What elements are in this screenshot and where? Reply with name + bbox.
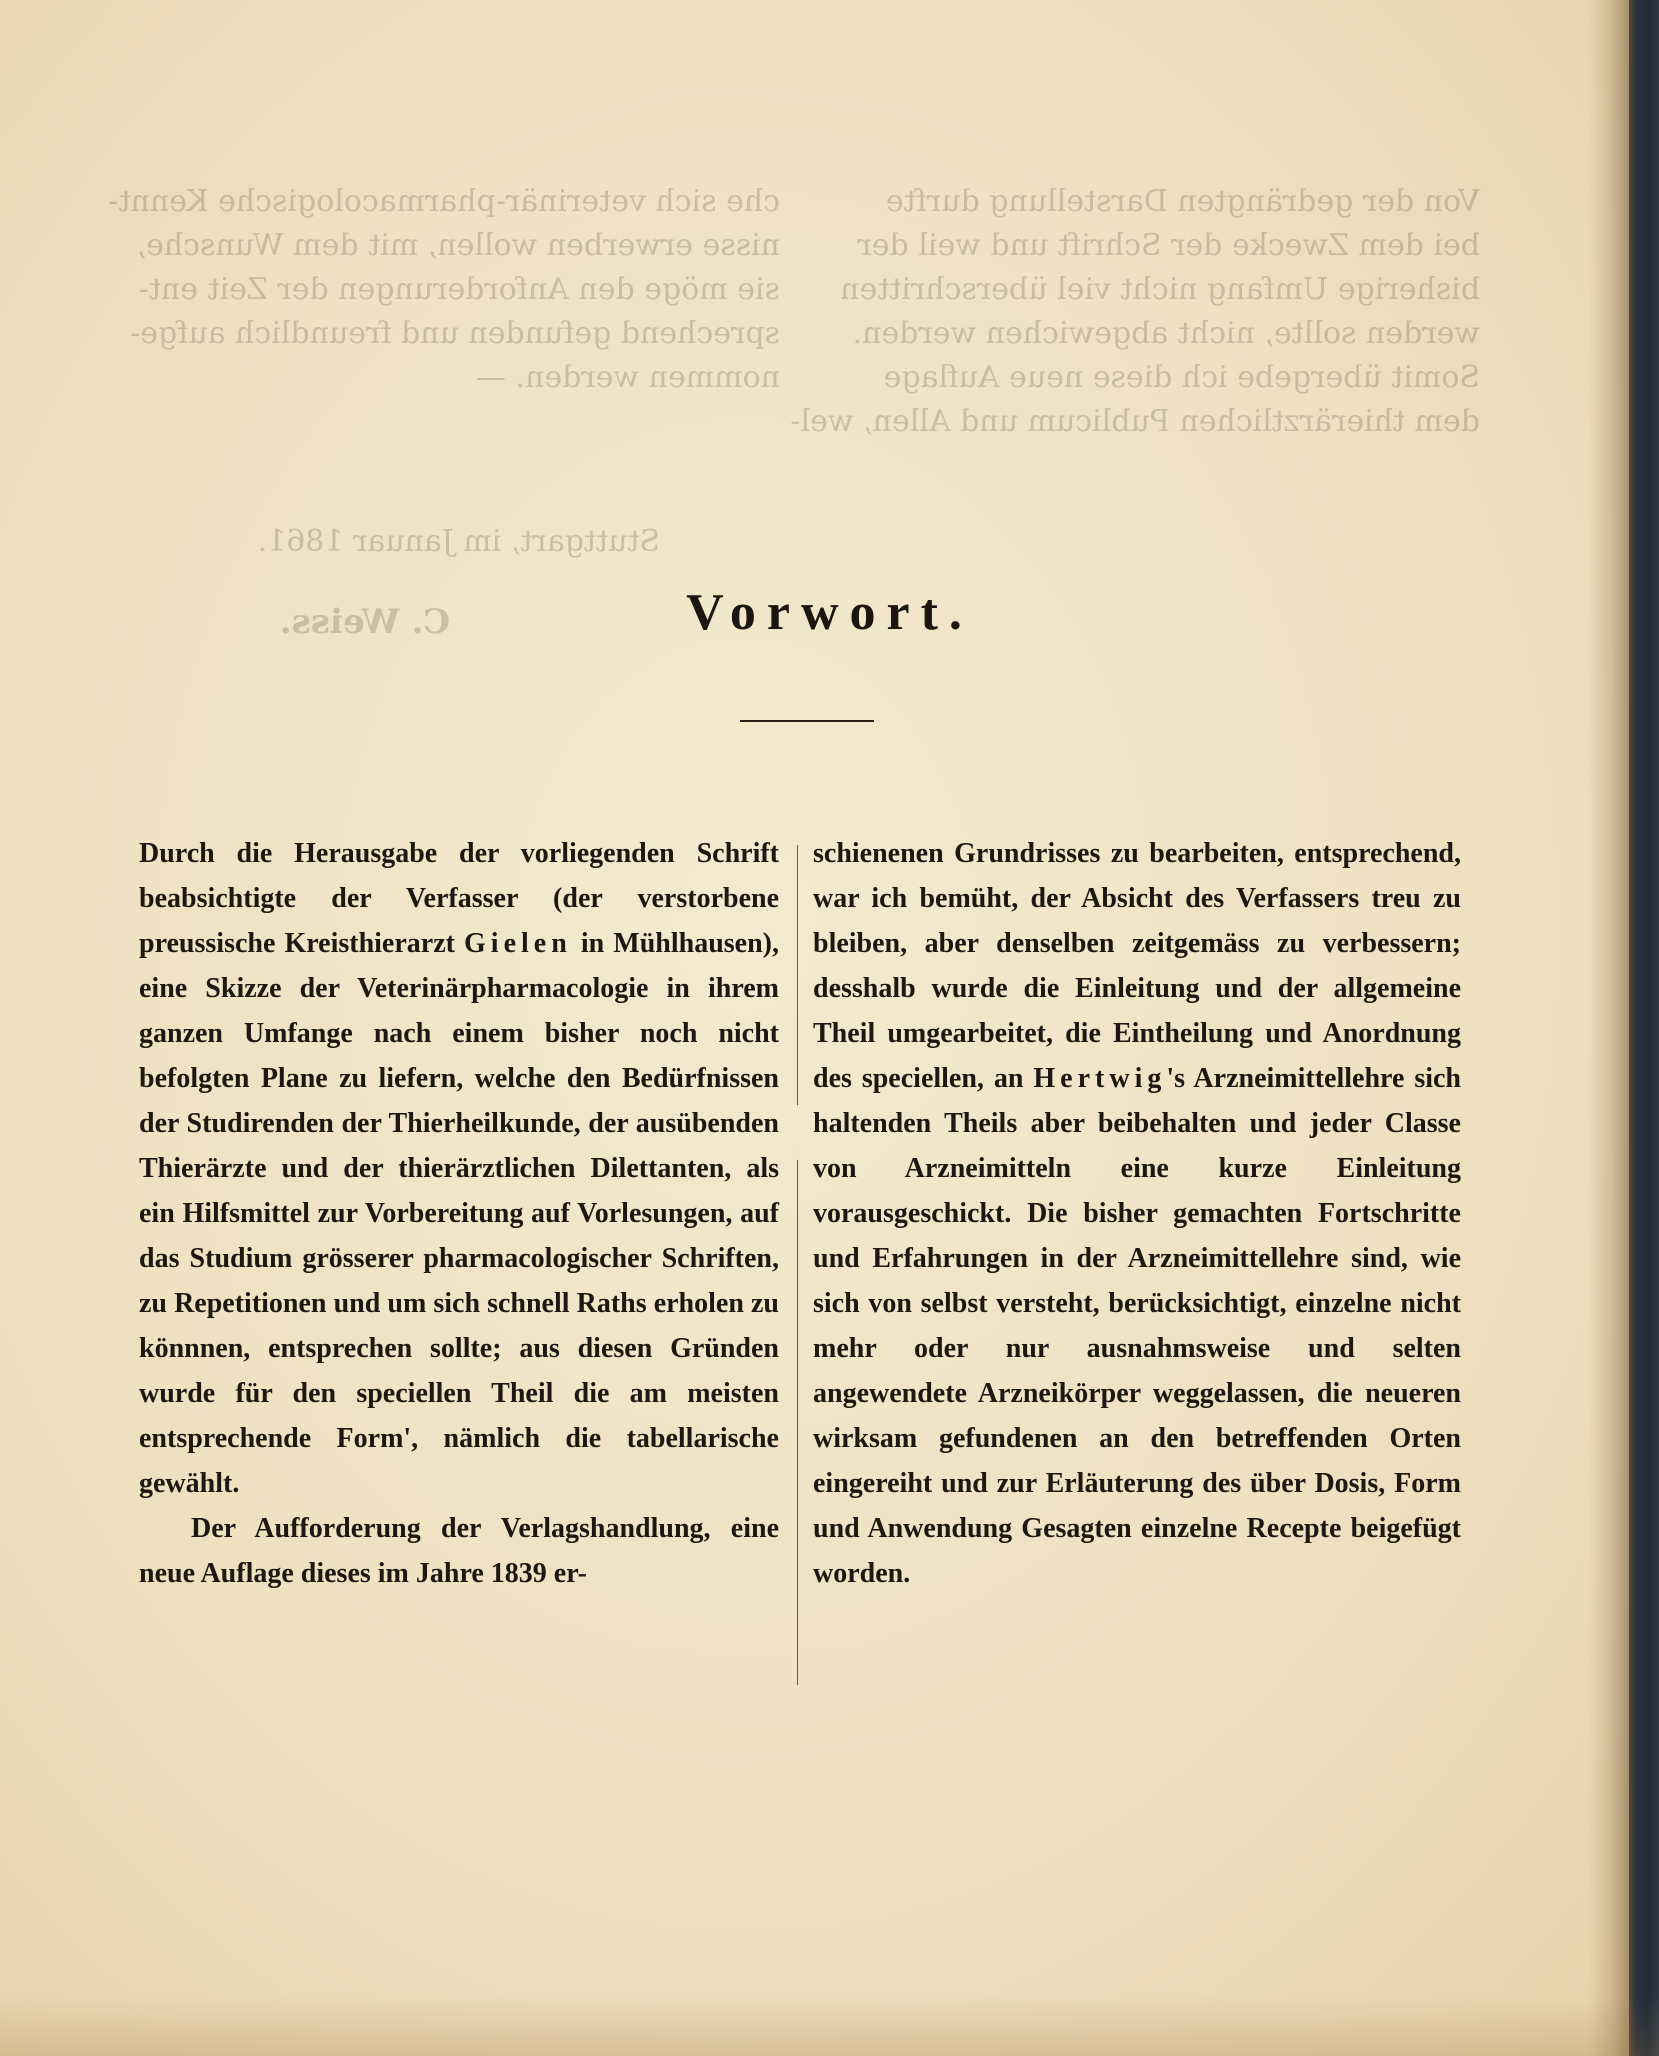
- right-column: [813, 831, 1461, 1596]
- paragraph-2: Der Aufforderung der Verlagshandlung, eine neue Auflage dieses im Jahre 1839 er-: [139, 1513, 779, 1589]
- page-edge-shadow: [1589, 0, 1629, 2056]
- bottom-edge-shadow: [0, 1996, 1659, 2056]
- book-binding: [1629, 0, 1659, 2056]
- page-title: Vorwort.: [686, 583, 973, 641]
- paragraph-1-text-a: Durch die Herausgabe der vorliegenden Schrift beabsichtigte der Verfasser (der verstorbene preussische Kreisthierarzt: [139, 838, 779, 959]
- bleed-through-texture: Von der gedrängten Darstellung durfte bei dem Zwecke der Schrift und weil der bisherige Umfang nicht viel überschritten werden sollte, nicht abgewichen werden. Somit übergebe ich diese neue Auflage dem thierärztlichen Publicum und Allen, wel- che sich veterinär-pharmacologische Kennt- nisse erwerben wollen, mit dem Wunsche, sie möge den Anforderungen der Zeit ent- sprechend gefunden und freundlich aufge- nommen werden. — Stuttgart, im Januar 1861. C. Weiss.: [108, 184, 1480, 642]
- column-divider-gap: [797, 1105, 798, 1160]
- author-name-hertwig: Hertwig: [1033, 1063, 1167, 1094]
- paragraph-1-text-b: in Mühlhausen), eine Skizze der Veterinärpharmacologie in ihrem ganzen Umfange nach einem bisher noch nicht befolgten Plane zu liefern, welche den Bedürfnissen der Studirenden der Thierheilkunde, der ausübenden Thierärzte und der thierärztlichen Dilettanten, als ein Hilfsmittel zur Vorbereitung auf Vorlesungen, auf das Studium grösserer pharmacologischer Schriften, zu Repetitionen und um sich schnell Raths erholen zu könnnen, entsprechen sollte; aus diesen Gründen wurde für den speciellen Theil die am meisten entsprechende Form', nämlich die tabellarische gewählt.: [139, 928, 779, 1499]
- paragraph-1: [139, 831, 779, 1506]
- title-rule: [740, 720, 874, 722]
- author-name-gielen: Gielen: [464, 928, 572, 959]
- column-divider: [797, 845, 798, 1685]
- paragraph-3-text-b: 's Arzneimittellehre sich haltenden Theils aber beibehalten und jeder Classe von Arzneimitteln eine kurze Einleitung vorausgeschickt. Die bisher gemachten Fortschritte und Erfahrungen in der Arzneimittellehre sind, wie sich von selbst versteht, berücksichtigt, einzelne nicht mehr oder nur ausnahmsweise und selten angewendete Arzneikörper weggelassen, die neueren wirksam gefundenen an den betreffenden Orten eingereiht und zur Erläuterung des über Dosis, Form und Anwendung Gesagten einzelne Recepte beigefügt worden.: [813, 1063, 1461, 1589]
- left-column: [139, 831, 779, 1596]
- paragraph-3: [813, 831, 1461, 1596]
- paragraph-3-text-a: schienenen Grundrisses zu bearbeiten, entsprechend, war ich bemüht, der Absicht des Verfassers treu zu bleiben, aber denselben zeitgemäss zu verbessern; desshalb wurde die Einleitung und der allgemeine Theil umgearbeitet, die Eintheilung und Anordnung des speciellen, an: [813, 838, 1461, 1094]
